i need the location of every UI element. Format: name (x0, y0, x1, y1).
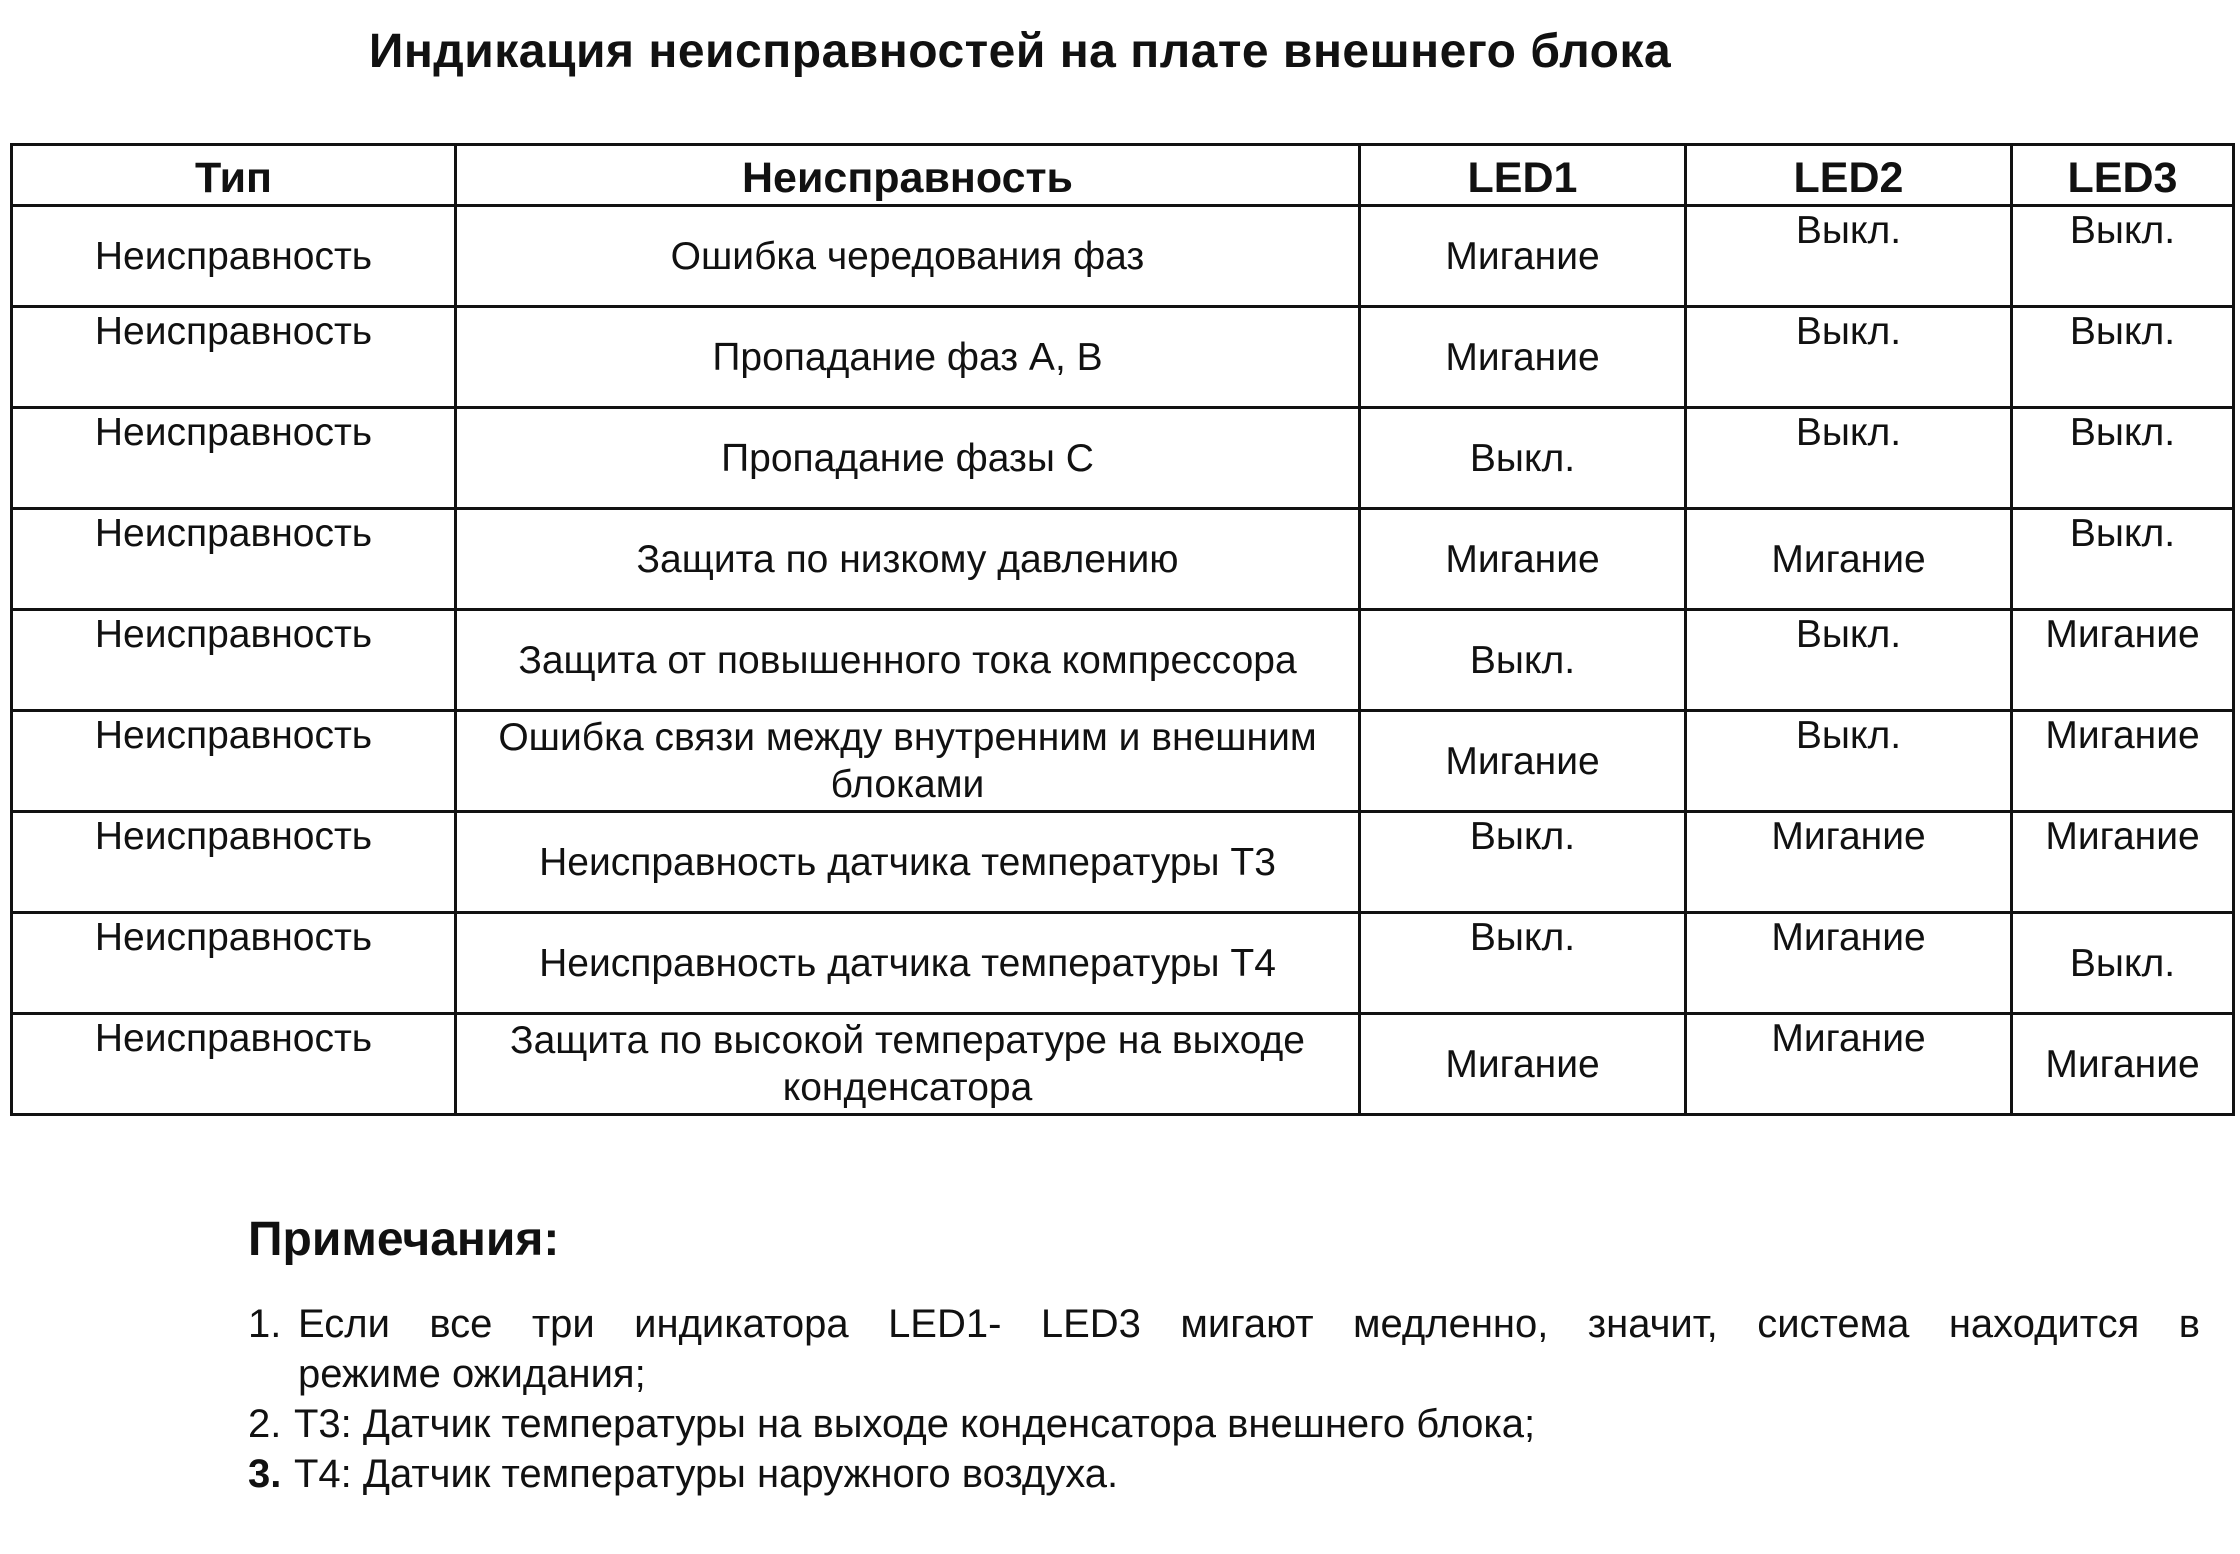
cell-fault: Пропадание фаз А, В (456, 307, 1360, 408)
note-text: Т3: Датчик температуры на выходе конденсатора внешнего блока; (294, 1402, 1536, 1446)
cell-fault: Защита от повышенного тока компрессора (456, 610, 1360, 711)
cell-led2: Мигание (1686, 1014, 2012, 1115)
cell-led2: Выкл. (1686, 610, 2012, 711)
cell-type: Неисправность (12, 307, 456, 408)
note-item (248, 1299, 2200, 1399)
note-text (248, 1299, 2200, 1399)
cell-type: Неисправность (12, 812, 456, 913)
note-text-line: Если все три индикатора LED1- LED3 мигают медленно, значит, система находится в (298, 1302, 2200, 1346)
cell-led1: Мигание (1360, 206, 1686, 307)
table-row (12, 1014, 2234, 1115)
header-fault: Неисправность (456, 145, 1360, 206)
cell-led1: Выкл. (1360, 913, 1686, 1014)
cell-led1: Мигание (1360, 1014, 1686, 1115)
cell-led1: Мигание (1360, 711, 1686, 812)
note-number: 2. (248, 1402, 282, 1446)
note-item (248, 1399, 2200, 1449)
header-led1: LED1 (1360, 145, 1686, 206)
cell-led3: Мигание (2012, 610, 2234, 711)
note-number: 3. (248, 1452, 282, 1496)
note-text: Т4: Датчик температуры наружного воздуха. (294, 1452, 1119, 1496)
cell-type: Неисправность (12, 913, 456, 1014)
cell-led3: Выкл. (2012, 206, 2234, 307)
cell-led3: Мигание (2012, 1014, 2234, 1115)
note-item (248, 1449, 2200, 1499)
cell-type: Неисправность (12, 206, 456, 307)
cell-led2: Выкл. (1686, 408, 2012, 509)
table-row (12, 408, 2234, 509)
cell-led1: Выкл. (1360, 408, 1686, 509)
cell-type: Неисправность (12, 1014, 456, 1115)
cell-led2: Мигание (1686, 812, 2012, 913)
table-row (12, 913, 2234, 1014)
cell-fault: Ошибка чередования фаз (456, 206, 1360, 307)
header-led2: LED2 (1686, 145, 2012, 206)
fault-indication-table (10, 143, 2235, 1116)
cell-fault: Ошибка связи между внутренним и внешним блоками (456, 711, 1360, 812)
cell-led2: Мигание (1686, 913, 2012, 1014)
cell-led2: Мигание (1686, 509, 2012, 610)
cell-led1: Выкл. (1360, 610, 1686, 711)
table-row (12, 711, 2234, 812)
cell-led1: Мигание (1360, 307, 1686, 408)
cell-fault: Пропадание фазы С (456, 408, 1360, 509)
table-header-row (12, 145, 2234, 206)
cell-led2: Выкл. (1686, 206, 2012, 307)
cell-type: Неисправность (12, 610, 456, 711)
cell-led1: Мигание (1360, 509, 1686, 610)
table-row (12, 509, 2234, 610)
table-row (12, 307, 2234, 408)
notes-heading: Примечания: (248, 1213, 560, 1266)
cell-type: Неисправность (12, 509, 456, 610)
cell-led3: Выкл. (2012, 913, 2234, 1014)
cell-fault: Неисправность датчика температуры Т4 (456, 913, 1360, 1014)
cell-type: Неисправность (12, 711, 456, 812)
cell-led2: Выкл. (1686, 307, 2012, 408)
cell-fault: Защита по высокой температуре на выходе конденсатора (456, 1014, 1360, 1115)
table-row (12, 812, 2234, 913)
cell-led3: Мигание (2012, 812, 2234, 913)
header-led3: LED3 (2012, 145, 2234, 206)
cell-led3: Выкл. (2012, 408, 2234, 509)
table-row (12, 610, 2234, 711)
cell-led3: Мигание (2012, 711, 2234, 812)
cell-led3: Выкл. (2012, 307, 2234, 408)
page-title: Индикация неисправностей на плате внешнего блока (368, 25, 1672, 78)
cell-led2: Выкл. (1686, 711, 2012, 812)
notes-section (248, 1212, 2200, 1499)
cell-led1: Выкл. (1360, 812, 1686, 913)
cell-fault: Неисправность датчика температуры Т3 (456, 812, 1360, 913)
cell-type: Неисправность (12, 408, 456, 509)
note-text-line: режиме ожидания; (298, 1352, 646, 1396)
cell-led3: Выкл. (2012, 509, 2234, 610)
table-row (12, 206, 2234, 307)
cell-fault: Защита по низкому давлению (456, 509, 1360, 610)
header-type: Тип (12, 145, 456, 206)
note-number: 1. (248, 1302, 282, 1346)
